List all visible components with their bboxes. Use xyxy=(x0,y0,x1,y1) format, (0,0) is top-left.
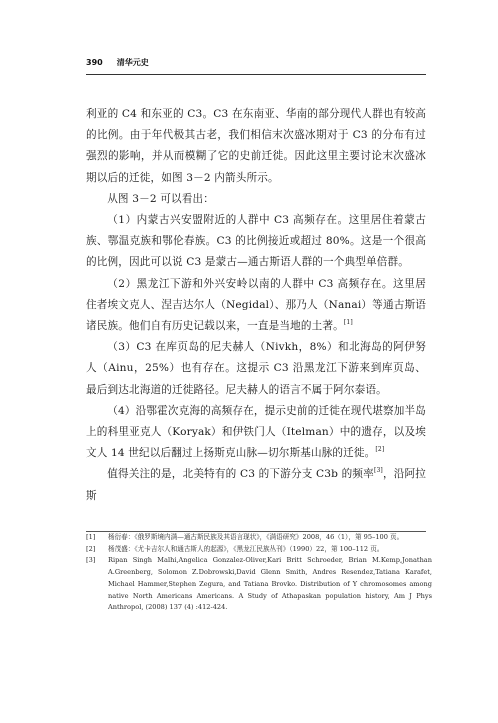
running-header xyxy=(86,57,149,68)
header-rule xyxy=(86,74,426,75)
paragraph: 利亚的 C4 和东亚的 C3。C3 在东南亚、华南的部分现代人群也有较高的比例。由于年代极其古老，我们相信末次盛冰期对于 C3 的分布有过强烈的影响，并从而模糊了它的史前迁徙。因此这里主要讨论末次盛冰期以后的迁徙，如图 3－2 内箭头所示。 xyxy=(86,108,426,184)
main-text xyxy=(86,104,426,507)
paragraph xyxy=(86,274,426,338)
paragraph: 从图 3－2 可以看出： xyxy=(107,192,214,205)
paragraph xyxy=(86,464,426,506)
footnotes xyxy=(86,532,432,614)
footnote-ref[interactable]: [3] xyxy=(373,467,383,475)
paragraph-text: （2）黑龙江下游和外兴安岭以南的人群中 C3 高频存在。这里居住者埃文克人、涅吉达尔人（Negidal）、那乃人（Nanai）等通古斯语诸民族。他们自有历史记载以来，一直是当地的土著。 xyxy=(86,277,426,333)
paragraph-text: ，沿阿拉斯 xyxy=(86,468,426,502)
footnote-text: 杨衍春：《俄罗斯境内满—通古斯民族及其语言现状》，《满语研究》2008，46（1），第 95–100 页。 xyxy=(108,533,404,541)
paragraph-text: 值得关注的是，北美特有的 C3 的下游分支 C3b 的频率 xyxy=(107,468,374,481)
footnote xyxy=(86,555,432,614)
book-title: 清华元史 xyxy=(116,58,149,67)
paragraph: （1）内蒙古兴安盟附近的人群中 C3 高频存在。这里居住着蒙古族、鄂温克族和鄂伦春族。C3 的比例接近或超过 80%。这是一个很高的比例，因此可以说 C3 是蒙古—通古斯语人群的一个典型单倍群。 xyxy=(86,214,426,269)
footnote-mark: [1] xyxy=(86,533,96,541)
footnote-mark: [3] xyxy=(86,556,96,565)
footnote xyxy=(86,544,432,556)
footnote-text: 杨茂盛：《尤卡吉尔人和通古斯人的起源》，《黑龙江民族丛刊》（1990）22，第 100–112 页。 xyxy=(108,544,384,553)
footnote-ref[interactable]: [1] xyxy=(343,319,353,327)
paragraph-text: （4）沿鄂霍次克海的高频存在，提示史前的迁徙在现代堪察加半岛上的科里亚克人（Koryak）和伊铁门人（Itelman）中的遗存，以及埃文人 14 世纪以后翻过上扬斯克山脉—切尔斯基山脉的迁徙。 xyxy=(86,404,426,460)
paragraph xyxy=(86,401,426,465)
footnote xyxy=(86,532,432,544)
footnote-mark: [2] xyxy=(86,544,96,553)
footnote-ref[interactable]: [2] xyxy=(375,446,385,454)
footnote-text: Ripan Singh Malhi,Angelica Gonzalez-Oliver,Kari Britt Schroeder, Brian M.Kemp,Jonathan A.Greenberg, Solomon Z.Dobrowski,David Glenn Smith, Andres Resendez,Tatiana Karafet, Michael Hammer,Stephen Zegura, and Tatiana Brovko. Distribution of Y chromosomes among native North Americans Americans. A Study of Athapaskan population history, Am J Phys Anthropol, (2008) 137 (4) :412-424. xyxy=(108,556,432,612)
paragraph: （3）C3 在库页岛的尼夫赫人（Nivkh，8%）和北海岛的阿伊努人（Ainu，25%）也有存在。这提示 C3 沿黑龙江下游来到库页岛、最后到达北海道的迁徙路径。尼夫赫人的语言不属于阿尔泰语。 xyxy=(86,341,426,396)
page-number: 390 xyxy=(86,58,103,67)
